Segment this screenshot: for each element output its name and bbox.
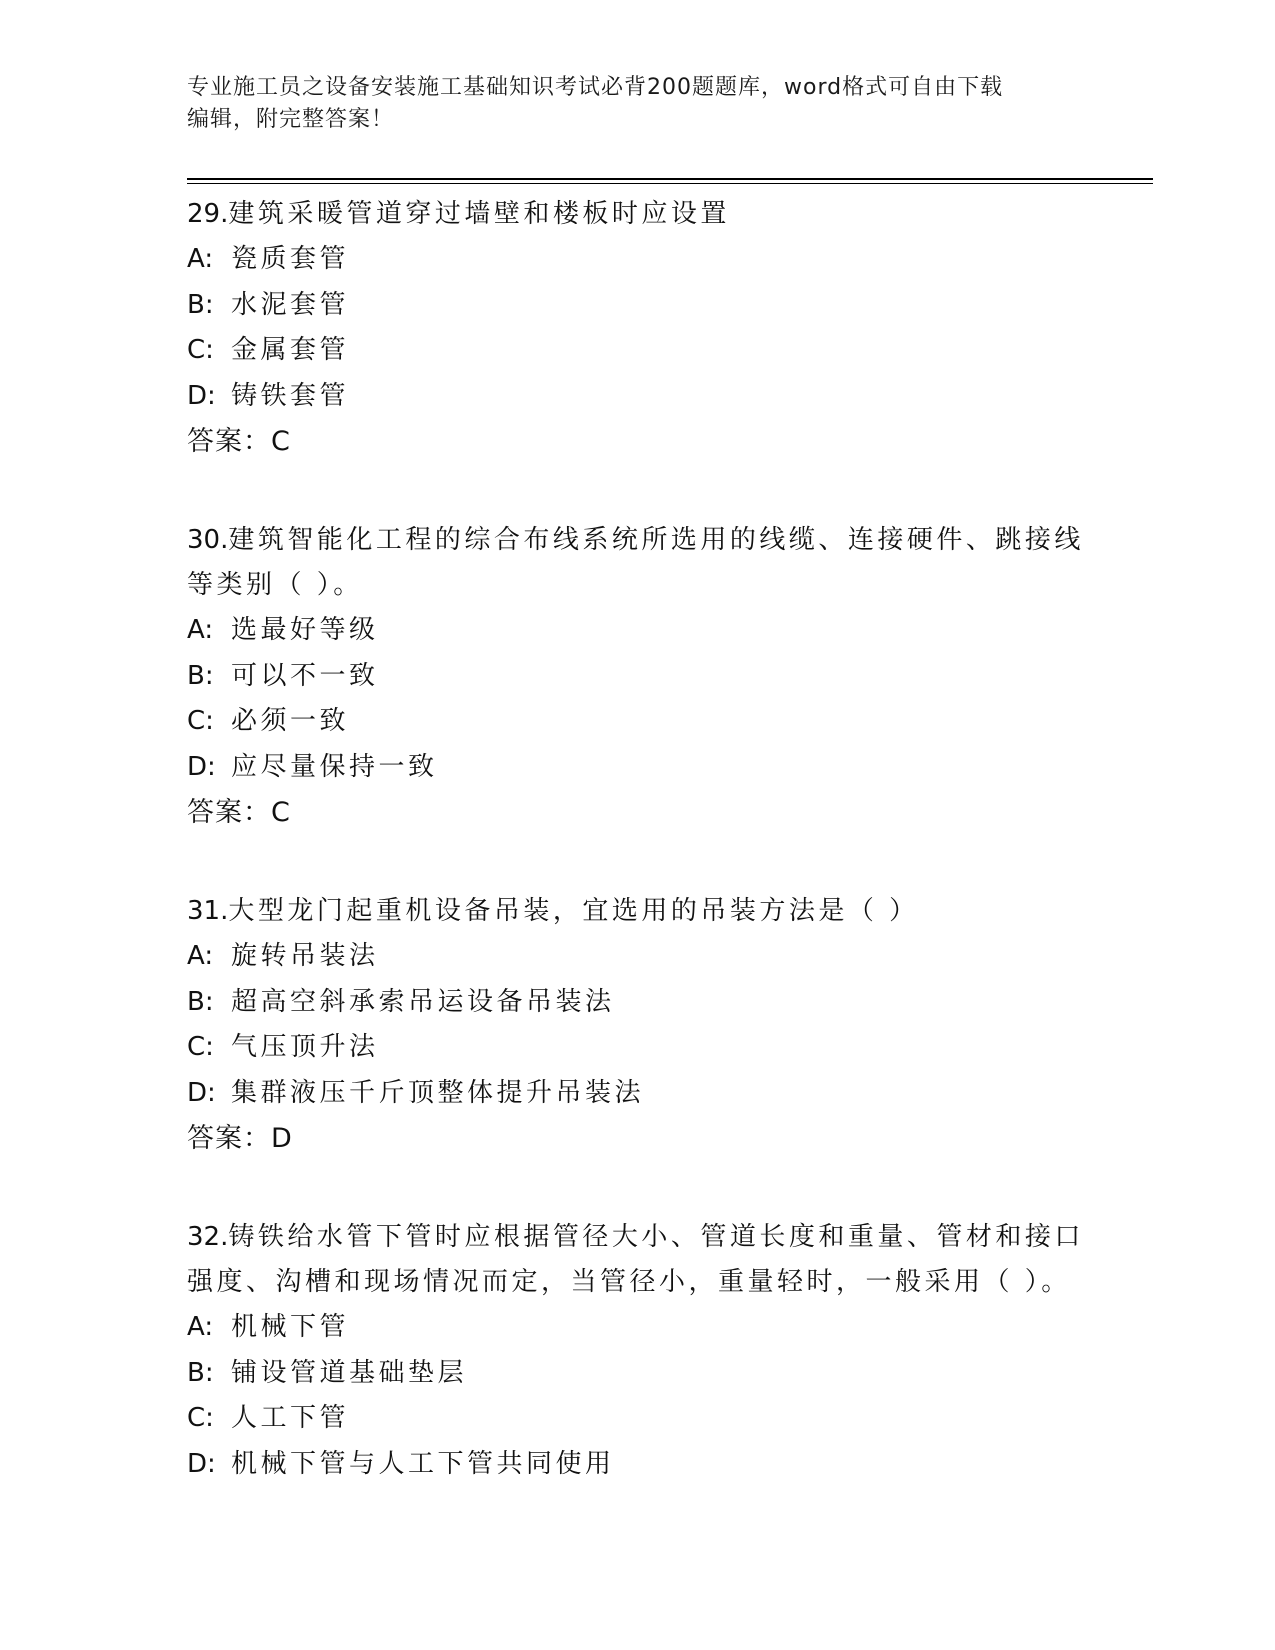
question-number: 31. [187, 896, 229, 926]
question-stem: 铸铁给水管下管时应根据管径大小、管道长度和重量、管材和接口强度、沟槽和现场情况而定，当管径小，重量轻时，一般采用（ ）。 [187, 1222, 1084, 1297]
header-divider-thick [187, 178, 1153, 180]
option-c [187, 328, 1087, 374]
option-text: 瓷质套管 [231, 244, 350, 274]
option-a [187, 608, 1087, 654]
option-letter: A: [187, 244, 214, 274]
option-text: 选最好等级 [231, 615, 379, 645]
option-a [187, 237, 1087, 283]
question-text [187, 1215, 1087, 1305]
option-a [187, 934, 1087, 980]
option-letter: B: [187, 660, 214, 691]
question-30 [187, 518, 1087, 836]
option-a [187, 1305, 1087, 1351]
option-text: 气压顶升法 [231, 1032, 379, 1062]
option-letter: D: [187, 1448, 216, 1479]
option-c [187, 699, 1087, 745]
question-text [187, 518, 1087, 608]
option-letter: A: [187, 941, 214, 971]
option-d [187, 374, 1087, 420]
option-text: 水泥套管 [231, 289, 350, 320]
question-text [187, 889, 1087, 934]
option-text: 旋转吊装法 [231, 941, 379, 971]
option-d [187, 745, 1087, 791]
option-letter: D: [187, 751, 216, 782]
option-b [187, 1351, 1087, 1397]
question-number: 30. [187, 525, 229, 555]
option-text: 金属套管 [231, 335, 350, 365]
option-text: 人工下管 [231, 1403, 350, 1433]
option-text: 机械下管与人工下管共同使用 [231, 1448, 615, 1479]
question-list [187, 192, 1087, 1540]
question-32 [187, 1215, 1087, 1487]
option-b [187, 654, 1087, 700]
answer-line: 答案：C [187, 797, 291, 828]
option-letter: A: [187, 615, 214, 645]
option-letter: C: [187, 1032, 214, 1062]
option-c [187, 1025, 1087, 1071]
option-c [187, 1396, 1087, 1442]
option-text: 超高空斜承索吊运设备吊装法 [231, 986, 615, 1017]
option-d [187, 1442, 1087, 1488]
option-text: 必须一致 [231, 706, 350, 736]
option-letter: D: [187, 380, 216, 411]
option-letter: C: [187, 335, 214, 365]
option-text: 集群液压千斤顶整体提升吊装法 [231, 1077, 645, 1108]
question-stem: 建筑采暖管道穿过墙壁和楼板时应设置 [228, 199, 730, 229]
answer-line: 答案：C [187, 426, 291, 457]
question-number: 29. [187, 199, 229, 229]
header-line-2: 编辑，附完整答案！ [187, 107, 395, 132]
option-letter: B: [187, 289, 214, 320]
option-text: 应尽量保持一致 [231, 751, 438, 782]
option-letter: B: [187, 1357, 214, 1388]
option-letter: A: [187, 1312, 214, 1342]
option-text: 铺设管道基础垫层 [231, 1357, 468, 1388]
question-stem: 大型龙门起重机设备吊装，宜选用的吊装方法是（ ） [228, 896, 919, 926]
question-number: 32. [187, 1222, 229, 1252]
option-letter: B: [187, 986, 214, 1017]
answer-line: 答案：D [187, 1123, 293, 1154]
option-b [187, 283, 1087, 329]
option-d [187, 1071, 1087, 1117]
option-letter: C: [187, 1403, 214, 1433]
option-text: 机械下管 [231, 1312, 350, 1342]
question-text [187, 192, 1087, 237]
option-text: 可以不一致 [231, 660, 379, 691]
question-29 [187, 192, 1087, 465]
option-letter: D: [187, 1077, 216, 1108]
question-31 [187, 889, 1087, 1162]
header-line-1: 专业施工员之设备安装施工基础知识考试必背200题题库，word格式可自由下载 [187, 75, 1004, 100]
question-stem: 建筑智能化工程的综合布线系统所选用的线缆、连接硬件、跳接线等类别（ ）。 [187, 525, 1084, 600]
option-b [187, 980, 1087, 1026]
option-letter: C: [187, 706, 214, 736]
header-divider-thin [187, 183, 1153, 184]
document-header [187, 72, 1067, 136]
option-text: 铸铁套管 [231, 380, 350, 411]
